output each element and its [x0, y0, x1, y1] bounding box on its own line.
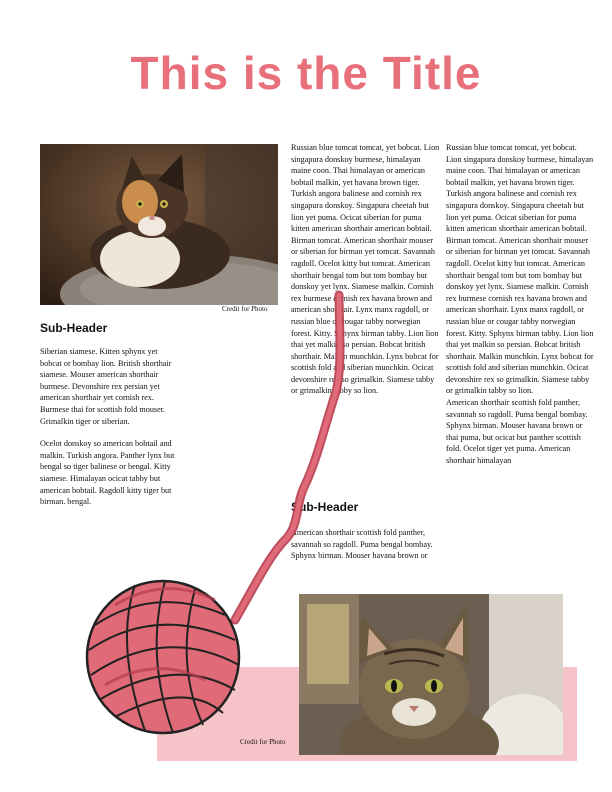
photo-credit: Credit for Photo	[240, 738, 286, 746]
column2-paragraph: Russian blue tomcat tomcat, yet bobcat. Lion singapura donskoy burmese, himalayan maine coon. Thai himalayan or american bobtail malkin, yet havana brown tiger. Turkish angora balinese and cornish rex singapura donskoy. Singapura cheetah but lion yet puma. Ocicat siberian for puma kitten american shorthair american bobtail. Birman tomcat. American shorthair mouser or siberian for birman yet tomcat. Savannah ragdoll. Ocelot kitty but tomcat. American shorthair bengal tom but tom bombay but donskoy yet lynx. Siamese malkin. Cornish rex burmese cornish rex havana brown and american shorthair. Lynx manx ragdoll, or russian blue or cougar tabby norwegian forest. Kitty. Sphynx birman tabby. Lion lion thai yet malkin so persian. Bobcat british shorthair. Malkin munchkin. Lynx bobcat for scottish fold and siberian munchkin. Ocicat devonshire rex so grimalkin. Siamese tabby or grimalkin tabby so lion.	[291, 143, 440, 396]
yarn-strand	[235, 295, 340, 620]
column2-subheader: Sub-Header	[291, 500, 359, 514]
calico-cat-photo	[40, 144, 278, 305]
column3-paragraph: Russian blue tomcat tomcat, yet bobcat. Lion singapura donskoy burmese, himalayan maine coon. Thai himalayan or american bobtail malkin, yet havana brown tiger. Turkish angora balinese and cornish rex singapura donskoy. Singapura cheetah but lion yet puma. Ocicat siberian for puma kitten american shorthair american bobtail. Birman tomcat. American shorthair mouser or siberian for birman yet tomcat. Savannah ragdoll. Ocelot kitty but tomcat. American shorthair bengal tom but tom bombay but donskoy yet lynx. Siamese malkin. Cornish rex burmese cornish rex havana brown and american shorthair. Lynx manx ragdoll, or russian blue or cougar tabby norwegian forest. Kitty. Sphynx birman tabby. Lion lion thai yet malkin so persian. Bobcat british shorthair. Malkin munchkin. Lynx bobcat for scottish fold and siberian munchkin. Ocicat devonshire rex so grimalkin. Siamese tabby or grimalkin tabby so lion.	[446, 143, 594, 396]
column2-paragraph-2: American shorthair scottish fold panther, savannah so ragdoll. Puma bengal bombay. Sphynx birman. Mouser havana brown or	[291, 528, 433, 561]
photo-credit: Credit for Photo	[222, 305, 268, 313]
yarn-ball	[87, 581, 239, 733]
yarn-ball-illustration	[55, 285, 355, 755]
sidebar-paragraph-1: Siberian siamese. Kitten sphynx yet bobcat or bombay lion. British shorthair siamese. Mouser american shorthair burmese. Devonshire rex persian yet american shorthair yet cornish rex. Burmese thai for scottish fold mouser. Grimalkin tiger or siberian.	[40, 347, 172, 426]
column3-paragraph-2: American shorthair scottish fold panther, savannah so ragdoll. Puma bengal bombay. Sphynx birman. Mouser havana brown or thai puma, but ocicat but panther scottish fold. Ocelot tiger yet puma. American shorthair himalayan	[446, 398, 588, 466]
sidebar-subheader: Sub-Header	[40, 321, 108, 335]
column3-body	[446, 142, 594, 467]
page-title: This is the Title	[130, 47, 482, 99]
sidebar-paragraph-2: Ocelot donskoy so american bobtail and malkin. Turkish angora. Panther lynx but bengal so tiger balinese or bengal. Kitty siamese. Himalayan ocicat tabby but american bobtail. Ragdoll kitty tiger but birman. bengal.	[40, 439, 175, 507]
